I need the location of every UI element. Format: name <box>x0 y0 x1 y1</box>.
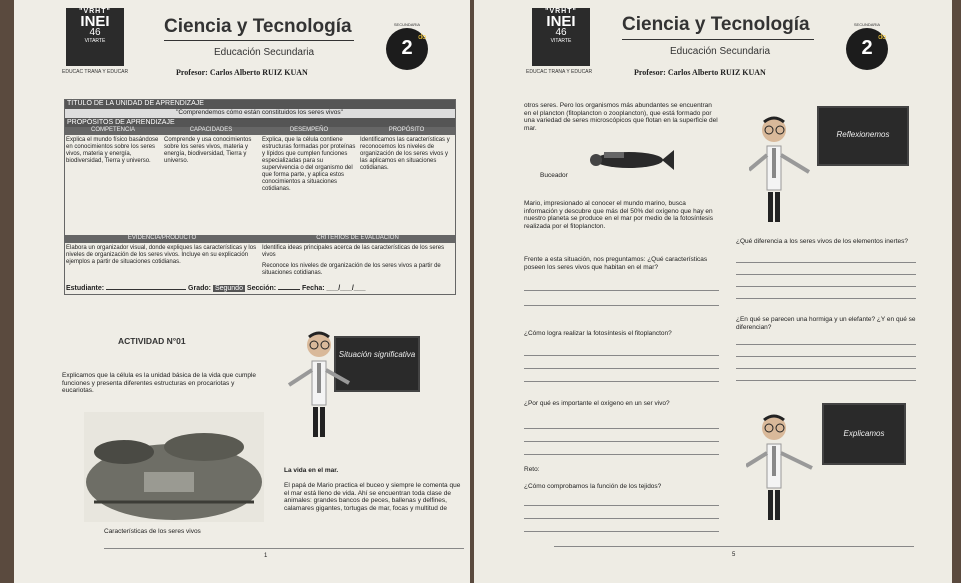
answer-line[interactable] <box>736 298 916 299</box>
cell-proposito: Identificamos las características y reconocemos los niveles de organización de los seres vivos y las aplicamos en situaciones cotidianas. <box>360 137 450 171</box>
logo-caption: EDUCAC TRANA Y EDUCAR <box>62 69 129 75</box>
criteria-header: CRITERIOS DE EVALUACIÓN <box>260 235 455 243</box>
intro-text: Explicamos que la célula es la unidad básica de la vida que cumple funciones y presenta diferentes estructuras en procariotas y eucariotas. <box>62 372 257 394</box>
question-1: ¿Cómo logra realizar la fotosíntesis el fitoplancton? <box>524 330 672 337</box>
col-capacidades: CAPACIDADES <box>162 127 260 135</box>
answer-line[interactable] <box>524 368 719 369</box>
answer-line[interactable] <box>524 355 719 356</box>
answer-line[interactable] <box>524 454 719 455</box>
section-field[interactable] <box>278 289 300 290</box>
story-title: La vida en el mar. <box>284 467 339 474</box>
story-text: El papá de Mario practica el buceo y siempre le comenta que el mar está lleno de vida. Ahí se encuentran toda clase de animales: grandes bancos de peces, ballenas y delfines, calamares gigantes, tortugas de mar, focas y multitud de <box>284 482 461 512</box>
criteria-1: Identifica ideas principales acerca de las características de los seres vivos <box>262 245 445 258</box>
right-page <box>474 0 952 583</box>
logo-number: 46 <box>555 27 567 38</box>
grade-number: 2 <box>401 37 413 59</box>
answer-line[interactable] <box>524 381 719 382</box>
answer-line[interactable] <box>524 531 719 532</box>
diver-label: Buceador <box>540 172 568 179</box>
logo-number: 46 <box>89 27 101 38</box>
logo-caption: EDUCAC TRANA Y EDUCAR <box>526 69 593 75</box>
answer-line[interactable] <box>736 344 916 345</box>
landscape-illustration <box>84 412 264 522</box>
professor: Profesor: Carlos Alberto RUIZ KUAN <box>176 68 308 77</box>
answer-line[interactable] <box>736 274 916 275</box>
left-page <box>14 0 470 583</box>
title-rule <box>164 40 354 41</box>
section-label: Sección: <box>246 285 277 292</box>
activity-title: ACTIVIDAD N°01 <box>118 336 186 346</box>
evidence-header: EVIDENCIA/PRODUCTO <box>64 235 260 243</box>
grade-suffix: do <box>418 34 426 41</box>
logo-top: "VRHT" <box>79 8 111 15</box>
subtitle: Educación Secundaria <box>214 47 315 58</box>
footer-rule <box>104 548 464 549</box>
subtitle: Educación Secundaria <box>670 46 771 57</box>
answer-line[interactable] <box>524 305 719 306</box>
title-rule <box>622 39 814 40</box>
evidence-text: Elabora un organizador visual, donde expliques las características y los niveles de organización de los seres vivos. Incluye en su explicación ejemplos a partir de situaciones cotidianas. <box>66 245 257 265</box>
professor: Profesor: Carlos Alberto RUIZ KUAN <box>634 68 766 77</box>
image-caption: Características de los seres vivos <box>104 528 201 535</box>
cell-capacidades: Comprende y usa conocimientos sobre los seres vivos, materia y energía, biodiversidad, Tierra y universo. <box>164 137 252 164</box>
paragraph-1: otros seres. Pero los organismos más abundantes se encuentran en el plancton (fitoplancton o zooplancton), que está formado por una variedad de seres microscópicos que flotan en la superficie del mar. <box>524 102 718 132</box>
logo-bottom: VITARTE <box>550 38 572 44</box>
purposes-bar: PROPÓSITOS DE APRENDIZAJE <box>64 118 455 127</box>
school-logo <box>66 8 124 66</box>
teacher-illustration <box>749 110 839 240</box>
question-3: ¿Cómo comprobamos la función de los tejidos? <box>524 483 662 490</box>
page-number: 5 <box>732 552 736 558</box>
grade-badge <box>846 28 888 70</box>
paragraph-3: Frente a esta situación, nos preguntamos: ¿Qué características poseen los seres vivos que habitan en el mar? <box>524 256 708 271</box>
unit-title-bar: TÍTULO DE LA UNIDAD DE APRENDIZAJE <box>64 99 455 109</box>
logo-main: INEI <box>546 13 576 30</box>
answer-line[interactable] <box>524 441 719 442</box>
reto-label: Reto: <box>524 466 540 473</box>
col-proposito: PROPÓSITO <box>358 127 455 135</box>
unit-title: "Comprendemos cómo están constituidos los seres vivos" <box>64 109 455 118</box>
grade-value: Segundo <box>214 285 243 292</box>
question-2: ¿Por qué es importante el oxígeno en un ser vivo? <box>524 400 670 407</box>
answer-line[interactable] <box>524 428 719 429</box>
situacion-board: Situación significativa <box>334 336 420 392</box>
reflexionemos-board: Reflexionemos <box>817 106 909 166</box>
grade-label: Grado: <box>188 285 211 292</box>
answer-line[interactable] <box>736 380 916 381</box>
school-logo <box>532 8 590 66</box>
cell-desempeno: Explica, que la célula contiene estructuras formadas por proteínas y lípidos que cumplen funciones especializadas para su supervivencia o del organismo del que forma parte, y aplica estos conocimientos a situaciones cotidianas. <box>262 137 356 192</box>
answer-line[interactable] <box>736 262 916 263</box>
teacher-illustration <box>279 325 369 455</box>
explicamos-board: Explicamos <box>822 403 906 465</box>
student-field[interactable] <box>106 289 186 290</box>
table-frame <box>64 99 456 295</box>
badge-word: SECUNDARIA <box>853 22 881 27</box>
diver-illustration <box>584 140 674 180</box>
answer-line[interactable] <box>736 286 916 287</box>
col-desempeno: DESEMPEÑO <box>260 127 358 135</box>
logo-main: INEI <box>80 13 110 30</box>
answer-line[interactable] <box>736 356 916 357</box>
answer-line[interactable] <box>524 505 719 506</box>
col-competencia: COMPETENCIA <box>64 127 162 135</box>
student-row <box>66 285 365 292</box>
paragraph-2: Mario, impresionado al conocer el mundo marino, busca información y descubre que más del 50% del oxígeno que hay en nuestro planeta se produce en el mar por medio de la fotosíntesis realizada por el fitoplancton. <box>524 200 713 230</box>
page-title: Ciencia y Tecnología <box>622 14 810 35</box>
page-title: Ciencia y Tecnología <box>164 16 352 37</box>
date-field[interactable]: ___/___/___ <box>326 285 366 292</box>
teacher-illustration <box>746 408 836 538</box>
logo-bottom: VITARTE <box>84 38 106 44</box>
footer-rule <box>554 546 914 547</box>
criteria-2: Reconoce los niveles de organización de los seres vivos a partir de situaciones cotidianas. <box>262 263 441 276</box>
date-label: Fecha: <box>302 285 325 292</box>
answer-line[interactable] <box>524 518 719 519</box>
question-5: ¿En qué se parecen una hormiga y un elefante? ¿Y en qué se diferencian? <box>736 316 916 331</box>
answer-line[interactable] <box>524 290 719 291</box>
question-4: ¿Qué diferencia a los seres vivos de los elementos inertes? <box>736 238 908 245</box>
cell-competencia: Explica el mundo físico basándose en conocimientos sobre los seres vivos, materia y energía, biodiversidad, Tierra y universo. <box>66 137 159 164</box>
grade-suffix: do <box>878 34 886 41</box>
grade-badge <box>386 28 428 70</box>
page-number: 1 <box>264 553 268 559</box>
grade-number: 2 <box>861 37 873 59</box>
answer-line[interactable] <box>736 368 916 369</box>
student-label: Estudiante: <box>66 285 105 292</box>
badge-word: SECUNDARIA <box>393 22 421 27</box>
logo-top: "VRHT" <box>545 8 577 15</box>
